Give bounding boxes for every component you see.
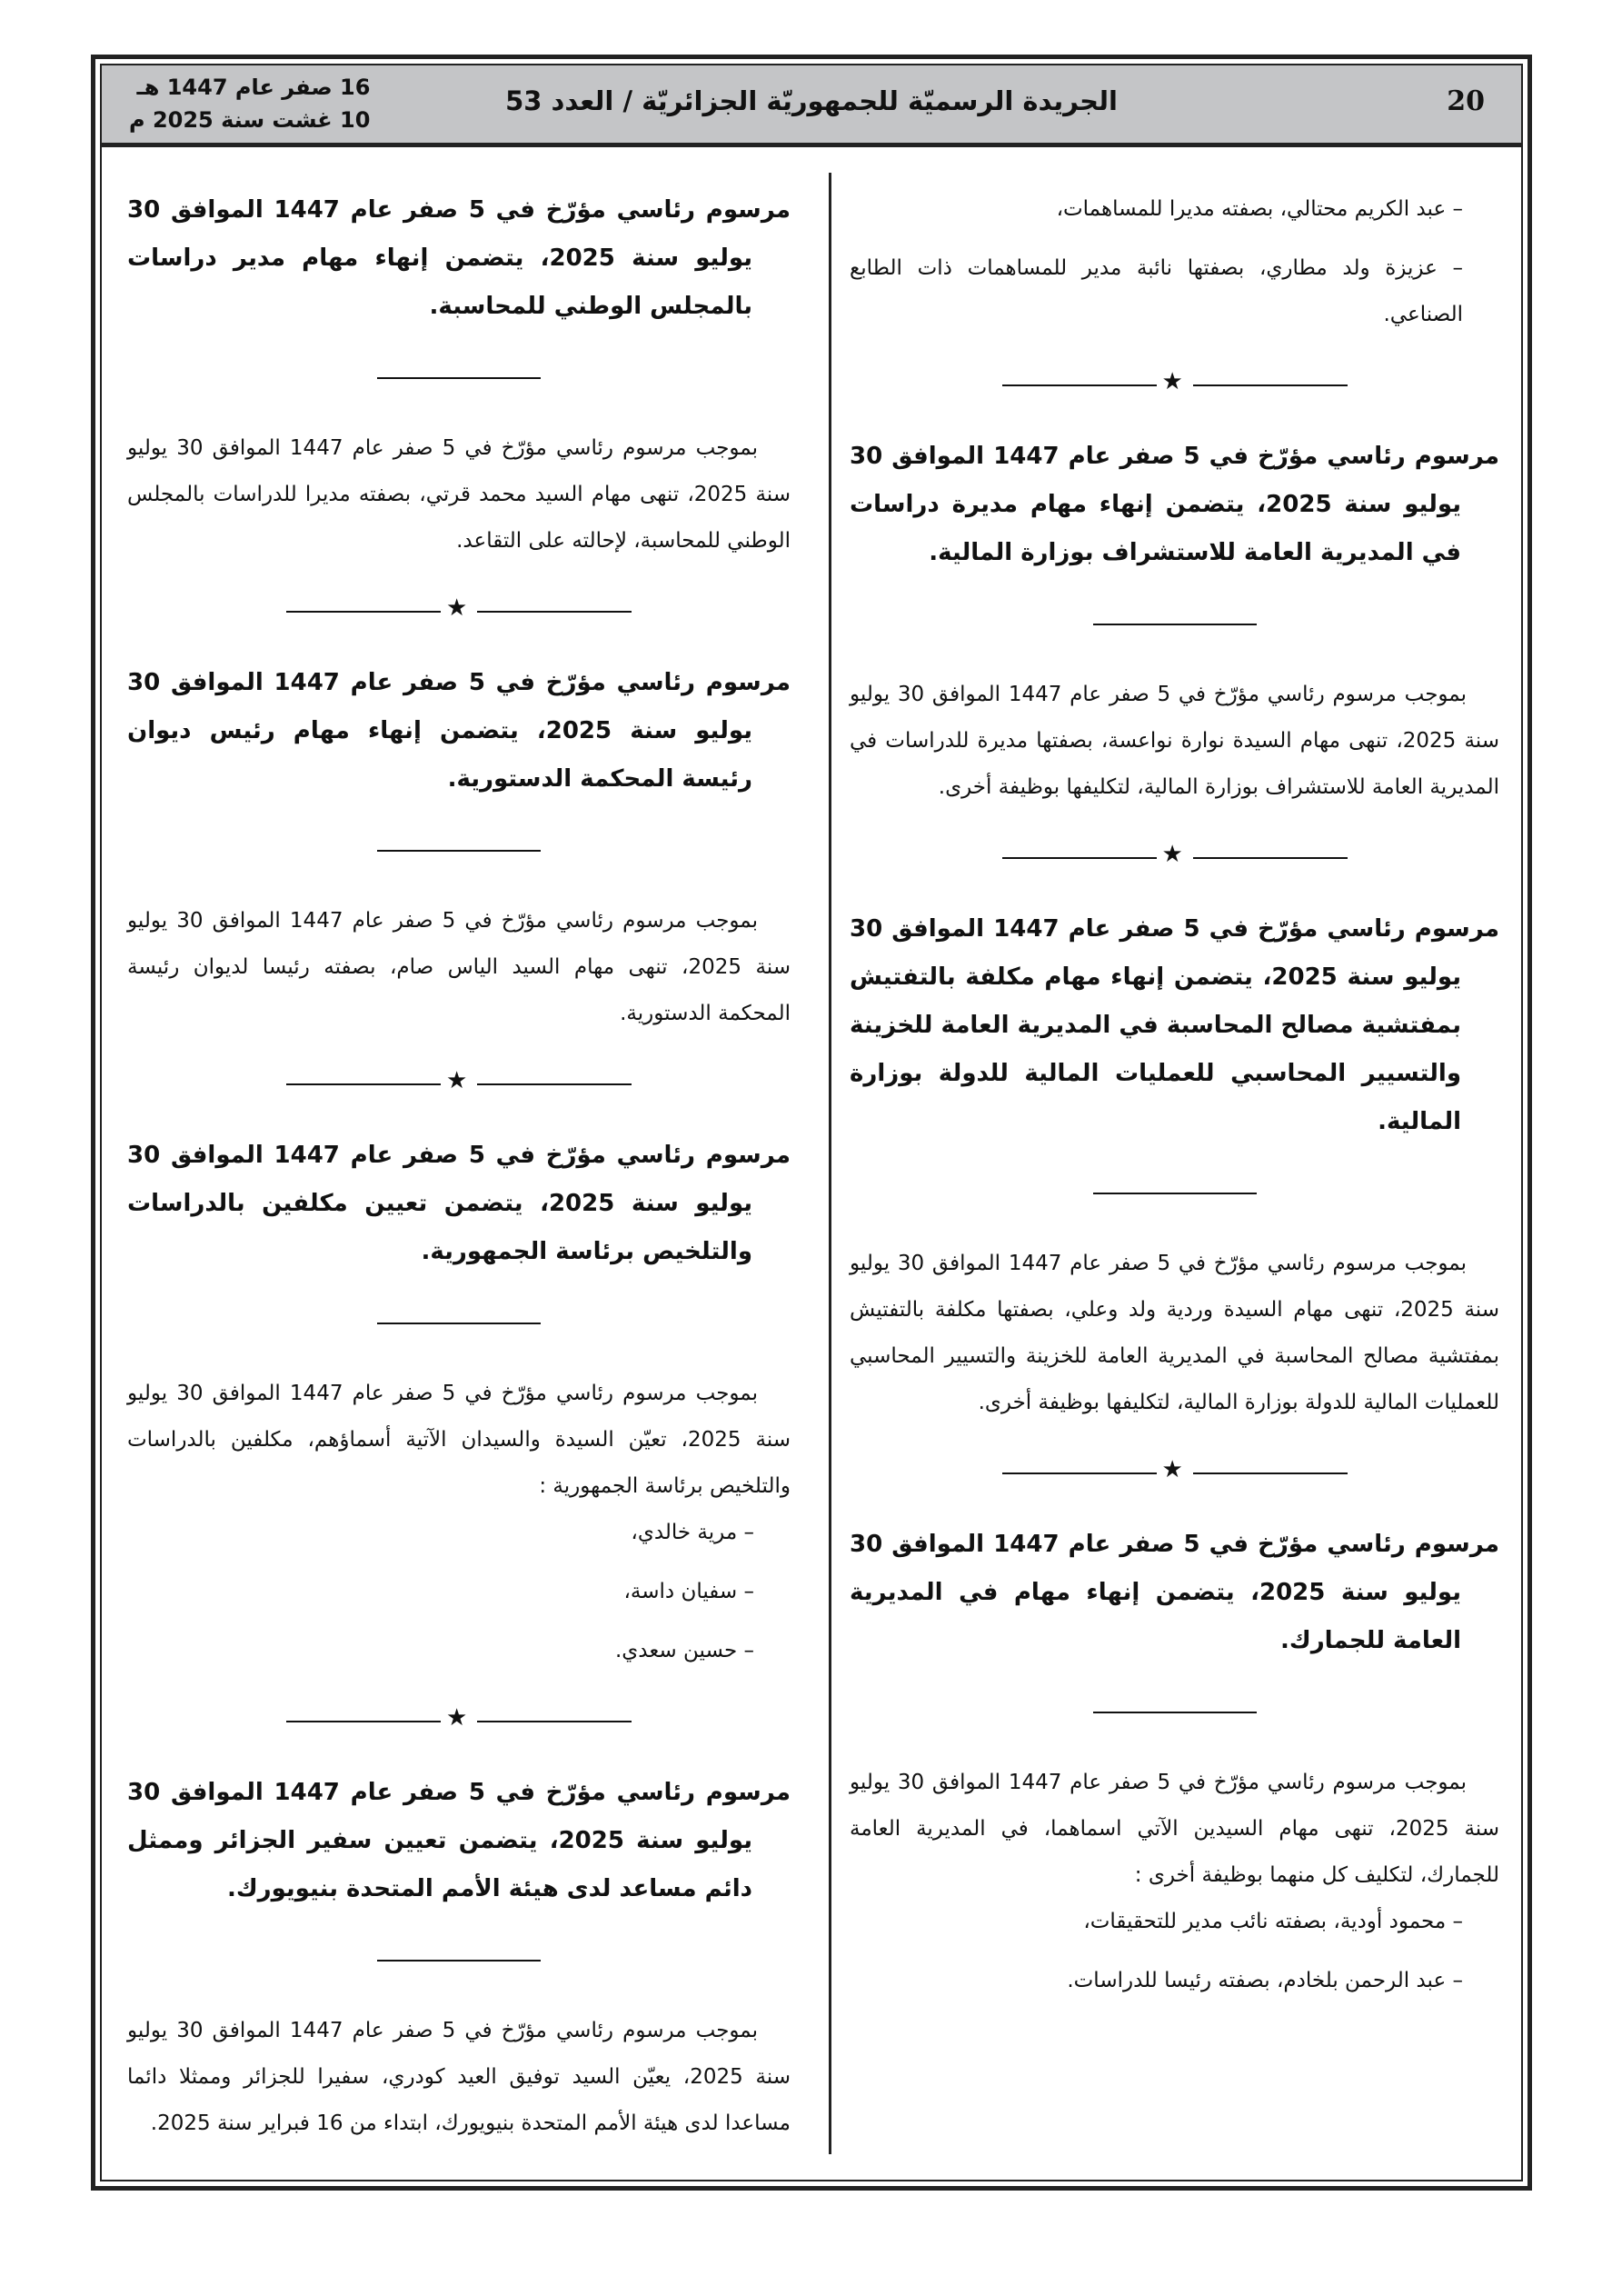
star-separator	[127, 1704, 791, 1732]
decree-body: بموجب مرسوم رئاسي مؤرّخ في 5 صفر عام 1447 الموافق 30 يوليو سنة 2025، يعيّن السيد توفيق العيد كودري، سفيرا للجزائر وممثلا دائما مساعدا لدى هيئة الأمم المتحدة بنيويورك، ابتداء من 16 فبراير سنة 2025.	[127, 2019, 791, 2135]
decree-body: بموجب مرسوم رئاسي مؤرّخ في 5 صفر عام 1447 الموافق 30 يوليو سنة 2025، تنهى مهام السيد محمد قرتي، بصفته مديرا للدراسات بالمجلس الوطني للمحاسبة، لإحالته على التقاعد.	[127, 436, 791, 553]
rule-line	[1193, 1472, 1348, 1474]
date-gregorian: 10 غشت سنة 2025 م	[129, 107, 371, 133]
decree-body: بموجب مرسوم رئاسي مؤرّخ في 5 صفر عام 1447 الموافق 30 يوليو سنة 2025، تنهى مهام السيدة نوارة نواعسة، بصفتها مديرة للدراسات في المديرية العامة للاستشراف بوزارة المالية، لتكليفها بوظيفة أخرى.	[850, 683, 1499, 799]
decree-heading: مرسوم رئاسي مؤرّخ في 5 صفر عام 1447 الموافق 30 يوليو سنة 2025، يتضمن إنهاء مهام رئيس ديوان رئيسة المحكمة الدستورية.	[127, 669, 791, 793]
rule-line	[377, 1323, 541, 1324]
decree-body: بموجب مرسوم رئاسي مؤرّخ في 5 صفر عام 1447 الموافق 30 يوليو سنة 2025، تنهى مهام السيد الياس صام، بصفته رئيسا لديوان رئيسة المحكمة الدستورية.	[127, 909, 791, 1025]
star-icon: ★	[446, 1067, 468, 1094]
rule-line	[477, 1721, 632, 1722]
rule-line	[477, 611, 632, 613]
rule-line	[1002, 1472, 1157, 1474]
rule-line	[1093, 1193, 1257, 1194]
rule-line	[377, 850, 541, 852]
decree-heading: مرسوم رئاسي مؤرّخ في 5 صفر عام 1447 الموافق 30 يوليو سنة 2025، يتضمن إنهاء مهام في المديرية العامة للجمارك.	[850, 1531, 1500, 1654]
separator-line	[850, 1184, 1499, 1203]
decree-heading: مرسوم رئاسي مؤرّخ في 5 صفر عام 1447 الموافق 30 يوليو سنة 2025، يتضمن تعيين سفير الجزائر وممثل دائم مساعد لدى هيئة الأمم المتحدة بنيويورك.	[127, 1779, 791, 1902]
list-item: – محمود أودية، بصفته نائب مدير للتحقيقات،	[1083, 1910, 1463, 1933]
gazette-title: الجريدة الرسميّة للجمهوريّة الجزائريّة / العدد 53	[505, 85, 1118, 116]
page-number: 20	[1447, 85, 1485, 117]
rule-line	[377, 377, 541, 379]
rule-line	[1193, 384, 1348, 386]
star-separator	[850, 368, 1499, 395]
list-item: – مرية خالدي،	[631, 1521, 754, 1544]
rule-line	[1193, 857, 1348, 859]
list-item: – سفيان داسة،	[623, 1580, 754, 1603]
column-divider	[829, 173, 831, 2154]
decree-body: بموجب مرسوم رئاسي مؤرّخ في 5 صفر عام 1447 الموافق 30 يوليو سنة 2025، تنهى مهام السيدين الآتي اسماهما، في المديرية العامة للجمارك، لتكليف كل منهما بوظيفة أخرى :	[850, 1771, 1499, 1887]
list-item: – حسين سعدي.	[614, 1639, 754, 1662]
rule-line	[1093, 624, 1257, 625]
date-hijri: 16 صفر عام 1447 هـ	[136, 75, 371, 100]
list-item: – عزيزة ولد مطاري، بصفتها نائبة مدير للمساهمات ذات الطابع الصناعي.	[850, 256, 1463, 326]
name-list	[850, 1899, 1499, 2004]
decree-heading: مرسوم رئاسي مؤرّخ في 5 صفر عام 1447 الموافق 30 يوليو سنة 2025، يتضمن إنهاء مهام مكلفة بالتفتيش بمفتشية مصالح المحاسبة في المديرية العامة للخزينة والتسيير المحاسبي للعمليات المالية للدولة بوزارة المالية.	[850, 915, 1500, 1135]
rule-line	[377, 1960, 541, 1962]
star-separator	[127, 1067, 791, 1094]
rule-line	[286, 1721, 441, 1722]
list-item: – عبد الكريم محتالي، بصفته مديرا للمساهمات،	[1056, 197, 1463, 221]
separator-line	[127, 369, 791, 387]
star-icon: ★	[1161, 1456, 1183, 1483]
decree-heading: مرسوم رئاسي مؤرّخ في 5 صفر عام 1447 الموافق 30 يوليو سنة 2025، يتضمن تعيين مكلفين بالدراسات والتلخيص برئاسة الجمهورية.	[127, 1142, 791, 1265]
separator-line	[850, 615, 1499, 634]
decree-heading: مرسوم رئاسي مؤرّخ في 5 صفر عام 1447 الموافق 30 يوليو سنة 2025، يتضمن إنهاء مهام مدير دراسات بالمجلس الوطني للمحاسبة.	[127, 196, 791, 320]
page-header	[102, 65, 1521, 147]
decree-body: بموجب مرسوم رئاسي مؤرّخ في 5 صفر عام 1447 الموافق 30 يوليو سنة 2025، تعيّن السيدة والسيدان الآتية أسماؤهم، مكلفين بالدراسات والتلخيص برئاسة الجمهورية :	[127, 1382, 791, 1498]
separator-line	[127, 1952, 791, 1970]
separator-line	[127, 1314, 791, 1333]
rule-line	[1002, 857, 1157, 859]
rule-line	[286, 1083, 441, 1085]
separator-line	[127, 842, 791, 860]
list-item: – عبد الرحمن بلخادم، بصفته رئيسا للدراسات.	[1067, 1969, 1463, 1992]
star-separator	[127, 594, 791, 622]
rule-line	[477, 1083, 632, 1085]
name-list	[127, 1510, 791, 1674]
name-list	[850, 186, 1499, 338]
star-icon: ★	[446, 1704, 468, 1732]
decree-heading: مرسوم رئاسي مؤرّخ في 5 صفر عام 1447 الموافق 30 يوليو سنة 2025، يتضمن إنهاء مهام مديرة دراسات في المديرية العامة للاستشراف بوزارة المالية.	[850, 443, 1500, 566]
left-column	[127, 186, 791, 2147]
rule-line	[1093, 1712, 1257, 1713]
decree-body: بموجب مرسوم رئاسي مؤرّخ في 5 صفر عام 1447 الموافق 30 يوليو سنة 2025، تنهى مهام السيدة وردية ولد وعلي، بصفتها مكلفة بالتفتيش بمفتشية مصالح المحاسبة في المديرية العامة للخزينة والتسيير المحاسبي للعمليات المالية للدولة بوزارة المالية، لتكليفها بوظيفة أخرى.	[850, 1252, 1500, 1414]
issue-date	[129, 71, 370, 136]
star-separator	[850, 1456, 1499, 1483]
star-icon: ★	[1161, 841, 1183, 868]
star-icon: ★	[446, 594, 468, 622]
right-column	[850, 186, 1499, 2017]
star-icon: ★	[1161, 368, 1183, 395]
rule-line	[286, 611, 441, 613]
separator-line	[850, 1703, 1499, 1722]
star-separator	[850, 841, 1499, 868]
rule-line	[1002, 384, 1157, 386]
